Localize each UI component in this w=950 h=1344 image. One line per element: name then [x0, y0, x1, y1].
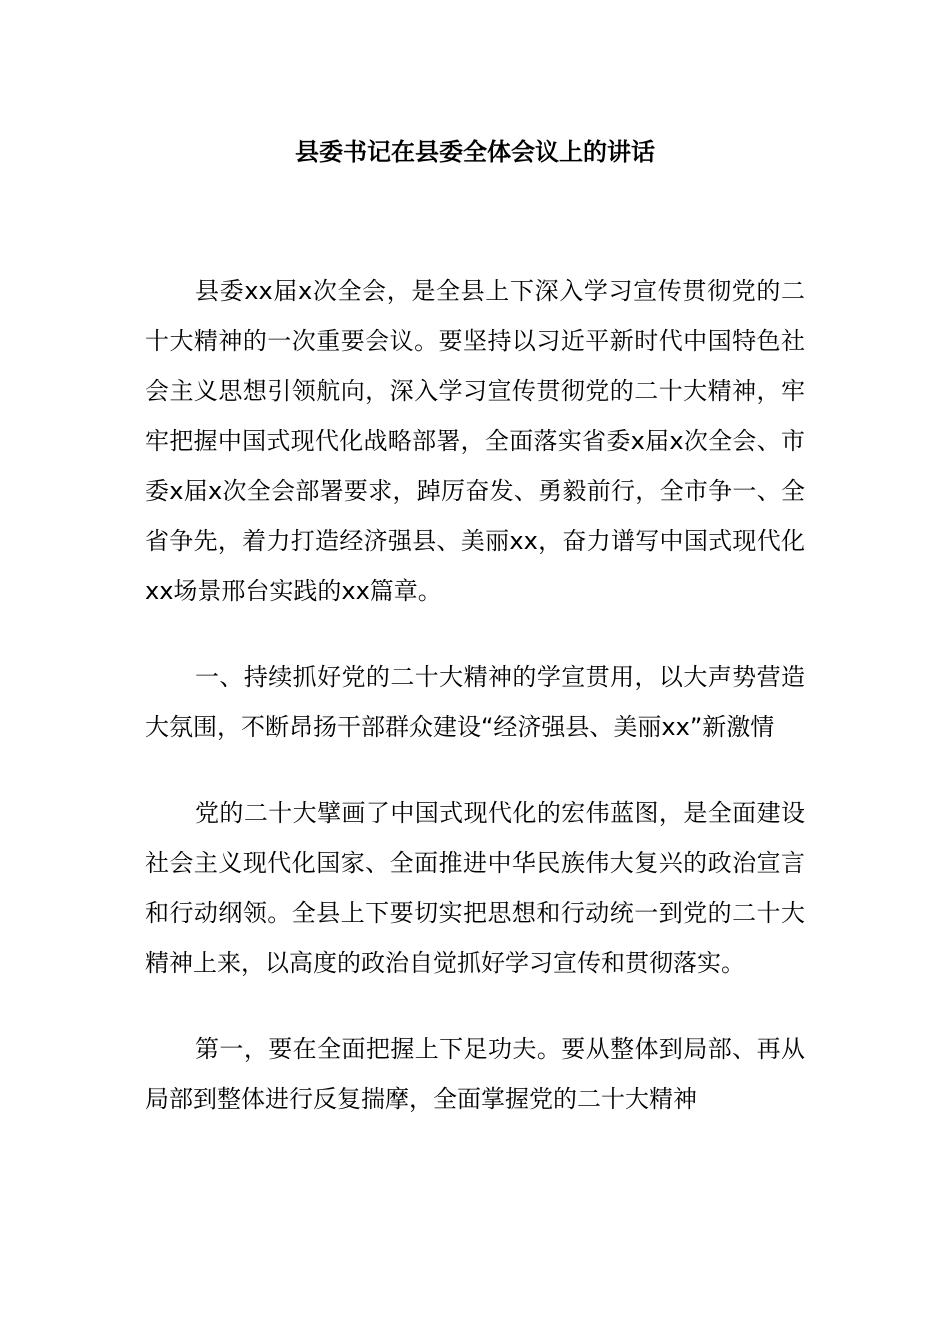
document-body	[145, 266, 805, 1124]
paragraph-intro: 县委xx届x次全会，是全县上下深入学习宣传贯彻党的二十大精神的一次重要会议。要坚持以习近平新时代中国特色社会主义思想引领航向，深入学习宣传贯彻党的二十大精神，牢牢把握中国式现代化战略部署，全面落实省委x届x次全会、市委x届x次全会部署要求，踔厉奋发、勇毅前行，全市争一、全省争先，着力打造经济强县、美丽xx，奋力谱写中国式现代化xx场景邢台实践的xx篇章。	[145, 277, 805, 605]
paragraph-section-1-body: 党的二十大擘画了中国式现代化的宏伟蓝图，是全面建设社会主义现代化国家、全面推进中华民族伟大复兴的政治宣言和行动纲领。全县上下要切实把思想和行动统一到党的二十大精神上来，以高度的政治自觉抓好学习宣传和贯彻落实。	[145, 799, 805, 977]
paragraph-first-point: 第一，要在全面把握上下足功夫。要从整体到局部、再从局部到整体进行反复揣摩，全面掌握党的二十大精神	[145, 1035, 805, 1113]
document-title: 县委书记在县委全体会议上的讲话	[295, 138, 655, 166]
paragraph-section-heading-1: 一、持续抓好党的二十大精神的学宣贯用，以大声势营造大氛围，不断昂扬干部群众建设“经济强县、美丽xx”新激情	[145, 663, 805, 741]
